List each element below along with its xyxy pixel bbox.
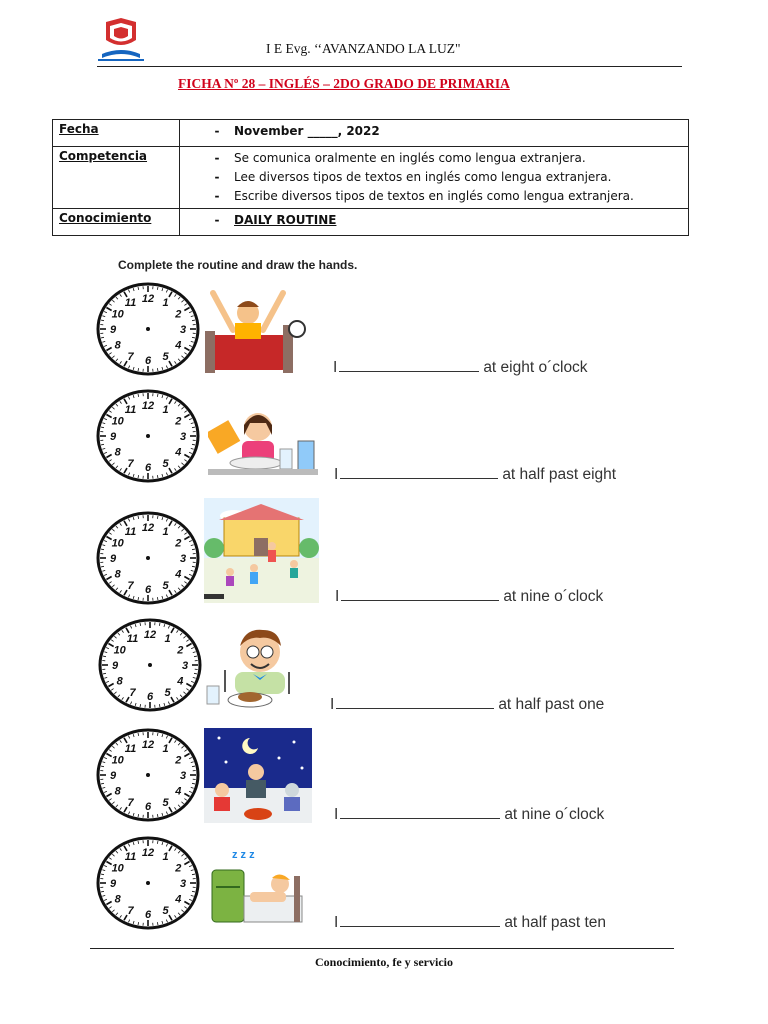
competencia-item: Se comunica oralmente en inglés como lengua extranjera. (234, 151, 586, 165)
clock-number: 4 (177, 675, 184, 688)
exercise-sentence: I at nine o´clock (335, 588, 604, 605)
school-picture (204, 498, 319, 603)
fecha-label: Fecha (53, 120, 180, 147)
answer-blank[interactable] (340, 925, 500, 927)
clock-number: 4 (175, 339, 182, 352)
clock-svg[interactable] (96, 389, 200, 485)
clock-number: 10 (111, 754, 124, 767)
clock-number: 8 (114, 568, 121, 581)
clock-center (146, 881, 150, 885)
clock-number: 6 (144, 801, 152, 813)
exercise-sentence: I at half past eight (334, 466, 617, 483)
clock-number: 2 (175, 754, 182, 767)
clock-number: 2 (175, 415, 182, 428)
clock-number: 10 (111, 415, 124, 428)
clock-number: 9 (109, 878, 117, 890)
clock-number: 12 (143, 629, 157, 641)
clock-number: 5 (162, 350, 169, 363)
clock-number: 12 (141, 293, 155, 305)
clock-number: 4 (175, 568, 182, 581)
competencia-item: Escribe diversos tipos de textos en inglés como lengua extranjera. (234, 189, 634, 203)
clock-number: 3 (179, 878, 187, 890)
clock-number: 2 (177, 644, 184, 657)
clock-number: 8 (114, 785, 121, 798)
clock-number: 8 (114, 893, 121, 906)
clock-number: 9 (111, 660, 119, 672)
clock-number: 4 (175, 446, 182, 459)
clock-number: 10 (113, 644, 126, 657)
lunch-picture (205, 622, 315, 712)
conocimiento-cell: - DAILY ROUTINE (180, 209, 689, 236)
footer-text: Conocimiento, fe y servicio (315, 955, 453, 969)
answer-blank[interactable] (341, 599, 499, 601)
clock-number: 11 (126, 633, 139, 646)
clock-number: 6 (144, 462, 152, 474)
clock-number: 12 (141, 400, 155, 412)
clock-svg[interactable] (96, 836, 200, 932)
exercise-sentence: I at nine o´clock (334, 806, 605, 823)
clock-svg[interactable] (96, 511, 200, 607)
clock-number: 1 (162, 404, 169, 417)
clock-number: 9 (109, 431, 117, 443)
conocimiento-value: DAILY ROUTINE (234, 213, 337, 227)
clock-face[interactable] (96, 728, 200, 824)
clock-svg[interactable] (98, 618, 202, 714)
clock-center (146, 773, 150, 777)
clock-number: 7 (127, 350, 134, 363)
school-name: I E Evg. ‘‘AVANZANDO LA LUZ" (266, 41, 461, 56)
answer-blank[interactable] (336, 707, 494, 709)
clock-number: 9 (109, 324, 117, 336)
clock-number: 10 (111, 862, 124, 875)
clock-number: 2 (175, 537, 182, 550)
clock-number: 11 (124, 297, 137, 310)
svg-text:z z z: z z z (232, 849, 255, 861)
clock-number: 6 (146, 691, 154, 703)
clock-number: 6 (144, 909, 152, 921)
clock-number: 7 (127, 457, 134, 470)
answer-blank[interactable] (339, 370, 479, 372)
competencia-label: Competencia (53, 147, 180, 209)
clock-number: 1 (162, 743, 169, 756)
clock-number: 3 (179, 324, 187, 336)
clock-number: 5 (162, 904, 169, 917)
competencia-item: Lee diversos tipos de textos en inglés como lengua extranjera. (234, 170, 612, 184)
clock-number: 11 (124, 743, 137, 756)
clock-center (146, 556, 150, 560)
clock-number: 3 (181, 660, 189, 672)
clock-number: 7 (127, 579, 134, 592)
clock-number: 11 (124, 851, 137, 864)
instruction-text: Complete the routine and draw the hands. (118, 258, 358, 272)
clock-number: 8 (116, 675, 123, 688)
clock-number: 10 (111, 308, 124, 321)
clock-center (146, 327, 150, 331)
clock-number: 11 (124, 526, 137, 539)
clock-number: 11 (124, 404, 137, 417)
exercise-sentence: I at half past ten (334, 914, 606, 931)
clock-number: 8 (114, 446, 121, 459)
competencia-cell: - Se comunica oralmente en inglés como lengua extranjera. - Lee diversos tipos de textos en inglés como lengua extranjera. - Escribe diversos tipos de textos en inglés como lengua extranjera. (180, 147, 689, 209)
clock-face[interactable] (96, 282, 200, 378)
clock-face[interactable] (96, 389, 200, 485)
clock-number: 7 (127, 904, 134, 917)
page-title: FICHA Nº 28 – INGLÉS – 2DO GRADO DE PRIMARIA (178, 76, 510, 91)
clock-svg[interactable] (96, 728, 200, 824)
exercise-sentence: I at eight o´clock (333, 359, 588, 376)
clock-number: 7 (127, 796, 134, 809)
clock-face[interactable] (96, 836, 200, 932)
answer-blank[interactable] (340, 477, 498, 479)
header-rule (97, 66, 682, 67)
clock-number: 3 (179, 431, 187, 443)
clock-number: 1 (162, 297, 169, 310)
clock-center (146, 434, 150, 438)
clock-number: 6 (144, 355, 152, 367)
clock-number: 12 (141, 847, 155, 859)
clock-number: 2 (175, 308, 182, 321)
breakfast-picture (208, 405, 318, 480)
exercise-sentence: I at half past one (330, 696, 605, 713)
clock-number: 3 (179, 770, 187, 782)
dinner-picture (204, 728, 312, 823)
conocimiento-label: Conocimiento (53, 209, 180, 236)
clock-number: 8 (114, 339, 121, 352)
sleep-picture (210, 846, 305, 926)
clock-face[interactable] (96, 511, 200, 607)
clock-number: 4 (175, 785, 182, 798)
clock-svg[interactable] (96, 282, 200, 378)
clock-number: 1 (162, 526, 169, 539)
clock-number: 6 (144, 584, 152, 596)
clock-face[interactable] (98, 618, 202, 714)
fecha-cell: - November _____, 2022 (180, 120, 689, 147)
clock-number: 12 (141, 522, 155, 534)
fecha-value: November _____, 2022 (234, 124, 380, 138)
clock-number: 9 (109, 770, 117, 782)
clock-number: 1 (162, 851, 169, 864)
clock-number: 2 (175, 862, 182, 875)
wake-up-picture (203, 285, 308, 375)
clock-number: 12 (141, 739, 155, 751)
clock-number: 1 (164, 633, 171, 646)
clock-number: 9 (109, 553, 117, 565)
clock-number: 3 (179, 553, 187, 565)
info-table (52, 119, 689, 236)
clock-number: 7 (129, 686, 136, 699)
clock-number: 5 (162, 579, 169, 592)
school-logo (96, 16, 146, 64)
clock-number: 4 (175, 893, 182, 906)
clock-number: 5 (162, 796, 169, 809)
footer-rule (90, 948, 674, 949)
clock-center (148, 663, 152, 667)
answer-blank[interactable] (340, 817, 500, 819)
clock-number: 10 (111, 537, 124, 550)
clock-number: 5 (164, 686, 171, 699)
clock-number: 5 (162, 457, 169, 470)
